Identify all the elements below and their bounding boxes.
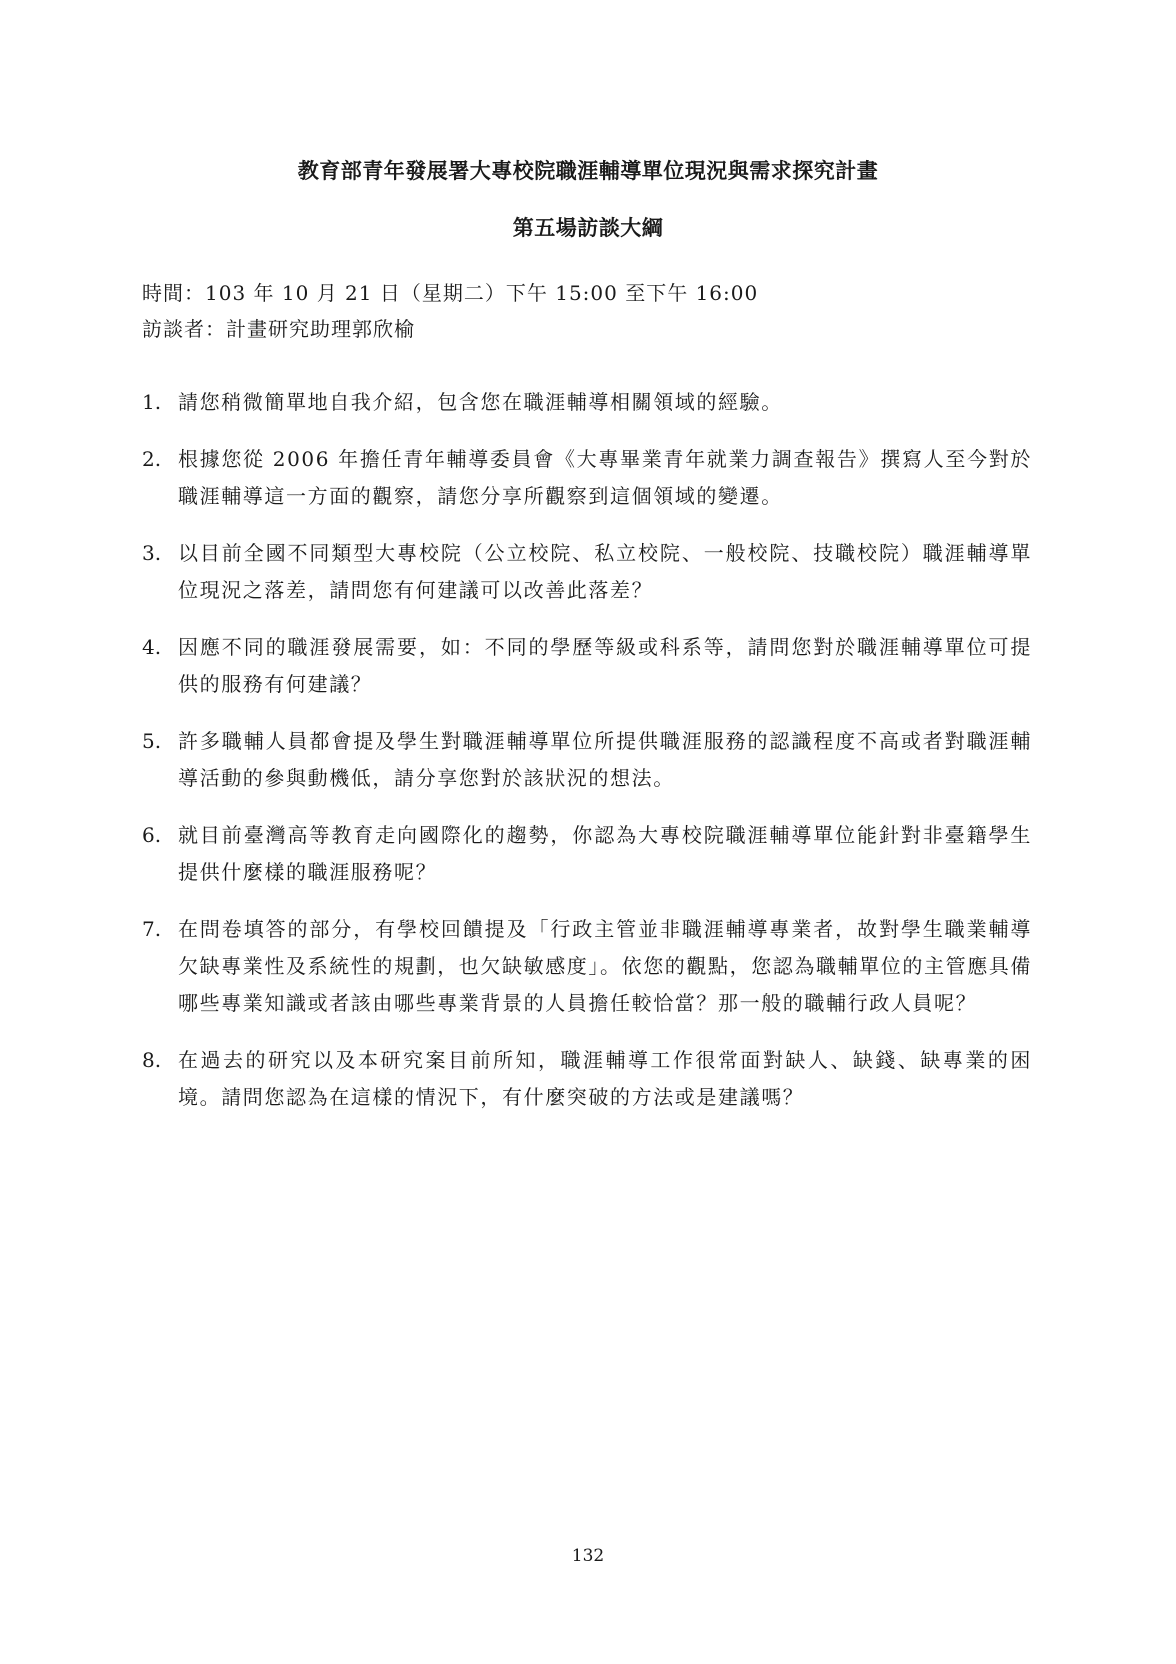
question-number: 5.: [142, 729, 162, 753]
question-text: 在問卷填答的部分，有學校回饋提及「行政主管並非職涯輔導專業者，故對學生職業輔導欠缺專業性及系統性的規劃，也欠缺敏感度」。依您的觀點，您認為職輔單位的主管應具備哪些專業知識或者該由哪些專業背景的人員擔任較恰當？那一般的職輔行政人員呢？: [178, 917, 1032, 1015]
question-number: 7.: [142, 917, 162, 941]
document-subtitle: 第五場訪談大綱: [512, 215, 664, 240]
question-text: 以目前全國不同類型大專校院（公立校院、私立校院、一般校院、技職校院）職涯輔導單位現況之落差，請問您有何建議可以改善此落差？: [178, 541, 1032, 602]
question-item: [142, 535, 1032, 609]
question-number: 6.: [142, 823, 162, 847]
question-item: [142, 1042, 1032, 1116]
question-item: [142, 441, 1032, 515]
question-number: 2.: [142, 447, 162, 471]
document-title: 教育部青年發展署大專校院職涯輔導單位現況與需求探究計畫: [297, 158, 879, 183]
question-list: [142, 384, 1032, 1136]
question-item: [142, 723, 1032, 797]
question-text: 就目前臺灣高等教育走向國際化的趨勢，你認為大專校院職涯輔導單位能針對非臺籍學生提供什麼樣的職涯服務呢？: [178, 823, 1032, 884]
question-number: 3.: [142, 541, 162, 565]
question-text: 在過去的研究以及本研究案目前所知，職涯輔導工作很常面對缺人、缺錢、缺專業的困境。請問您認為在這樣的情況下，有什麼突破的方法或是建議嗎？: [178, 1048, 1032, 1109]
question-item: [142, 817, 1032, 891]
question-text: 請您稍微簡單地自我介紹，包含您在職涯輔導相關領域的經驗。: [178, 390, 783, 414]
question-number: 4.: [142, 635, 162, 659]
interviewer: 訪談者：計畫研究助理郭欣榆: [142, 317, 415, 341]
question-number: 8.: [142, 1048, 162, 1072]
question-item: [142, 629, 1032, 703]
question-item: [142, 384, 1032, 421]
question-text: 根據您從 2006 年擔任青年輔導委員會《大專畢業青年就業力調查報告》撰寫人至今對於職涯輔導這一方面的觀察，請您分享所觀察到這個領域的變遷。: [178, 447, 1032, 508]
question-number: 1.: [142, 390, 162, 414]
interview-time: 時間：103 年 10 月 21 日（星期二）下午 15:00 至下午 16:00: [142, 281, 759, 305]
question-text: 許多職輔人員都會提及學生對職涯輔導單位所提供職涯服務的認識程度不高或者對職涯輔導活動的參與動機低，請分享您對於該狀況的想法。: [178, 729, 1032, 790]
question-text: 因應不同的職涯發展需要，如：不同的學歷等級或科系等，請問您對於職涯輔導單位可提供的服務有何建議？: [178, 635, 1032, 696]
page-number: 132: [571, 1546, 605, 1566]
question-item: [142, 911, 1032, 1022]
